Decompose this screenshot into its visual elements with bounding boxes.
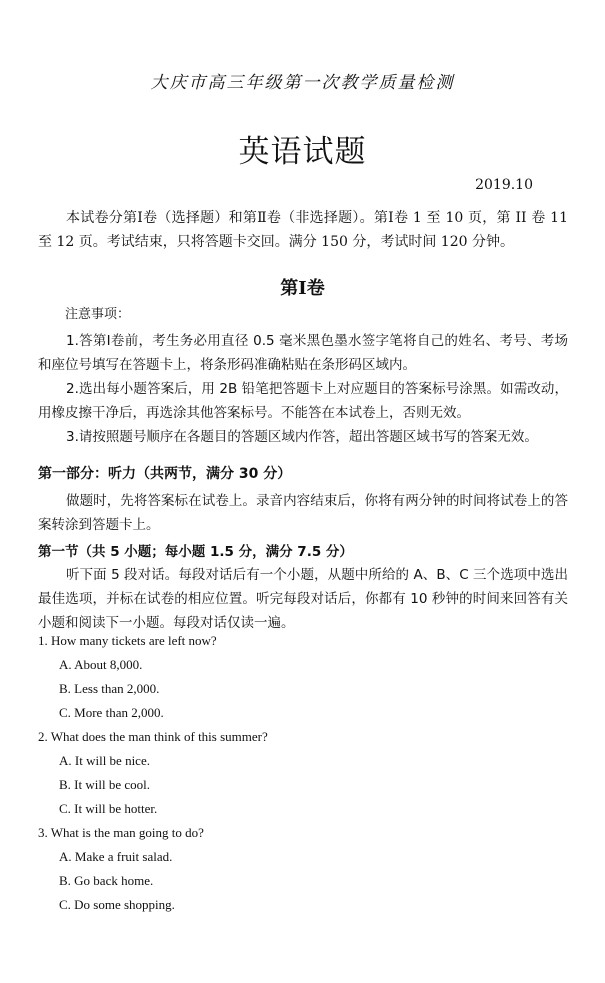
exam-subtitle: 大庆市高三年级第一次教学质量检测 bbox=[150, 73, 455, 93]
question-2-option-c: C. It will be hotter. bbox=[59, 801, 158, 816]
question-3-stem: 3. What is the man going to do? bbox=[38, 825, 204, 840]
question-1-option-b: B. Less than 2,000. bbox=[59, 681, 160, 696]
question-1-option-a: A. About 8,000. bbox=[59, 657, 143, 672]
notice-item-1: 1.答第Ⅰ卷前，考生务必用直径 0.5 毫米黑色墨水签字笔将自己的姓名、考号、考场和座位号填写在答题卡上，将条形码准确粘贴在条形码区域内。 bbox=[38, 333, 568, 373]
section1-title: 第一节（共 5 小题；每小题 1.5 分，满分 7.5 分） bbox=[38, 544, 353, 560]
part1-title: 第一部分：听力（共两节，满分 30 分） bbox=[38, 466, 292, 482]
exam-date: 2019.10 bbox=[475, 177, 533, 193]
question-2-option-a: A. It will be nice. bbox=[59, 753, 150, 768]
volume-title: 第Ⅰ卷 bbox=[280, 278, 325, 299]
question-3-option-c: C. Do some shopping. bbox=[59, 897, 175, 912]
question-2-option-b: B. It will be cool. bbox=[59, 777, 150, 792]
section1-instruction: 听下面 5 段对话。每段对话后有一个小题，从题中所给的 A、B、C 三个选项中选出最佳选项，并标在试卷的相应位置。听完每段对话后，你都有 10 秒钟的时间来回答有关小题和阅读下一小题。每段对话仅读一遍。 bbox=[38, 567, 568, 631]
exam-title: 英语试题 bbox=[238, 134, 367, 170]
question-2-stem: 2. What does the man think of this summer? bbox=[38, 729, 268, 744]
question-3-option-b: B. Go back home. bbox=[59, 873, 154, 888]
part1-instruction: 做题时，先将答案标在试卷上。录音内容结束后，你将有两分钟的时间将试卷上的答案转涂到答题卡上。 bbox=[38, 493, 568, 533]
notice-item-3: 3.请按照题号顺序在各题目的答题区域内作答，超出答题区域书写的答案无效。 bbox=[66, 429, 538, 445]
intro-paragraph: 本试卷分第Ⅰ卷（选择题）和第Ⅱ卷（非选择题）。第Ⅰ卷 1 至 10 页，第 II 卷 11 至 12 页。考试结束，只将答题卡交回。满分 150 分，考试时间 120 分钟。 bbox=[38, 210, 568, 250]
notice-item-2: 2.选出每小题答案后，用 2B 铅笔把答题卡上对应题目的答案标号涂黑。如需改动，用橡皮擦干净后，再选涂其他答案标号。不能答在本试卷上，否则无效。 bbox=[38, 381, 568, 421]
notice-title: 注意事项： bbox=[65, 307, 131, 322]
question-1-stem: 1. How many tickets are left now? bbox=[38, 633, 217, 648]
question-1-option-c: C. More than 2,000. bbox=[59, 705, 164, 720]
question-3-option-a: A. Make a fruit salad. bbox=[59, 849, 173, 864]
